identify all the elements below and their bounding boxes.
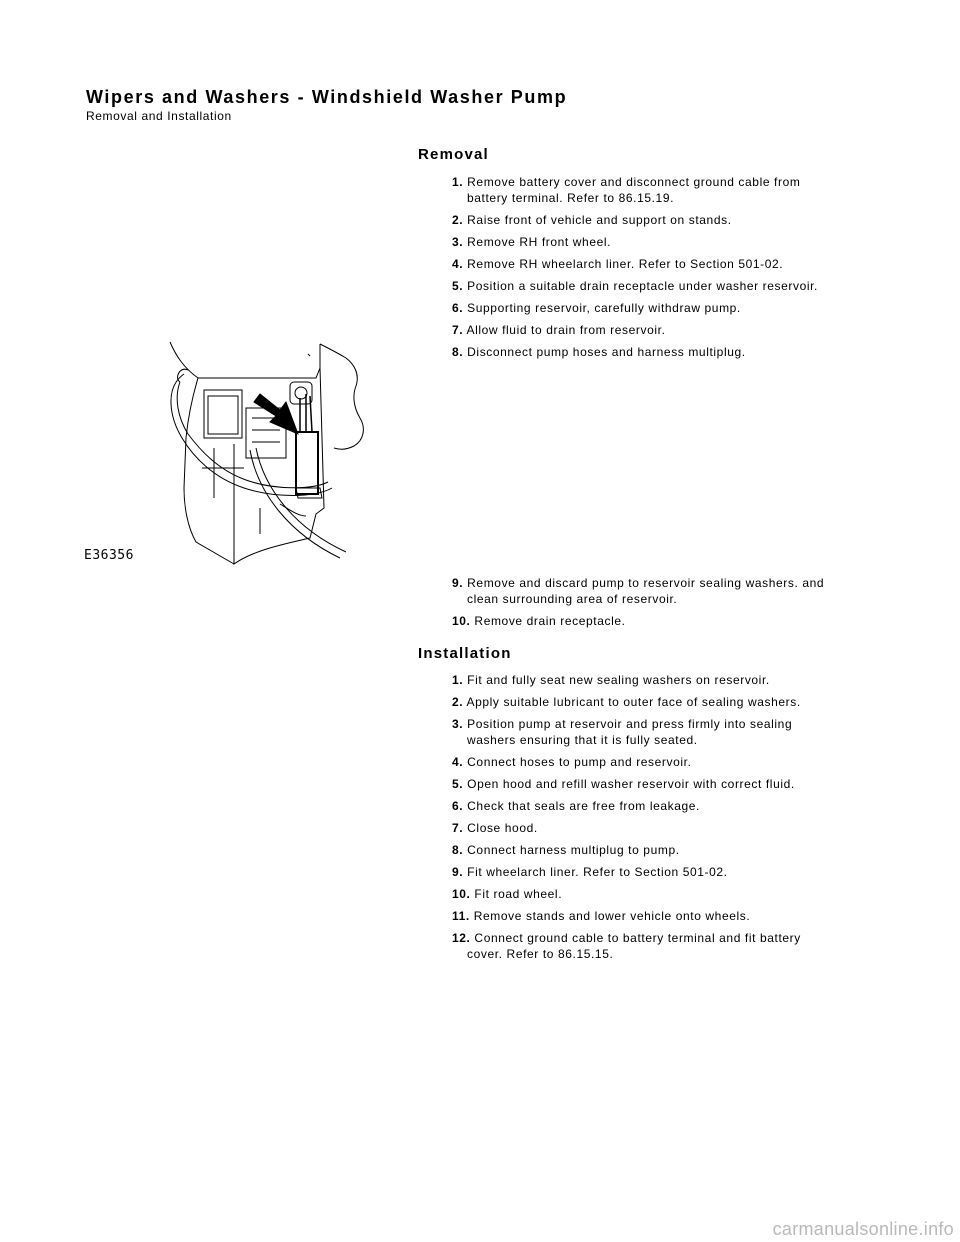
installation-step: 4. Connect hoses to pump and reservoir. bbox=[452, 755, 692, 769]
removal-step: 4. Remove RH wheelarch liner. Refer to Section 501-02. bbox=[452, 257, 784, 271]
page-header bbox=[86, 86, 567, 123]
removal-heading: Removal bbox=[418, 146, 489, 163]
removal-step: 9. Remove and discard pump to reservoir sealing washers. and clean surrounding area of reservoir. bbox=[452, 576, 825, 606]
installation-heading: Installation bbox=[418, 645, 512, 662]
figure-label: E36356 bbox=[84, 548, 134, 563]
installation-step: 1. Fit and fully seat new sealing washers on reservoir. bbox=[452, 673, 770, 687]
removal-step: 8. Disconnect pump hoses and harness multiplug. bbox=[452, 345, 746, 359]
removal-step: 3. Remove RH front wheel. bbox=[452, 235, 612, 249]
installation-step: 5. Open hood and refill washer reservoir with correct fluid. bbox=[452, 777, 795, 791]
washer-pump-illustration bbox=[84, 338, 384, 568]
removal-step: 7. Allow fluid to drain from reservoir. bbox=[452, 323, 666, 337]
installation-step: 9. Fit wheelarch liner. Refer to Section 501-02. bbox=[452, 865, 728, 879]
installation-step: 8. Connect harness multiplug to pump. bbox=[452, 843, 680, 857]
removal-step: 10. Remove drain receptacle. bbox=[452, 614, 626, 628]
installation-step: 11. Remove stands and lower vehicle onto wheels. bbox=[452, 909, 751, 923]
installation-step: 7. Close hood. bbox=[452, 821, 538, 835]
installation-step: 2. Apply suitable lubricant to outer face of sealing washers. bbox=[452, 695, 801, 709]
installation-step: 3. Position pump at reservoir and press firmly into sealing washers ensuring that it is fully seated. bbox=[452, 717, 793, 747]
watermark: carmanualsonline.info bbox=[772, 1219, 954, 1239]
removal-step: 1. Remove battery cover and disconnect ground cable from battery terminal. Refer to 86.15.19. bbox=[452, 175, 801, 205]
installation-steps bbox=[452, 672, 892, 968]
installation-step: 12. Connect ground cable to battery terminal and fit battery cover. Refer to 86.15.15. bbox=[452, 931, 801, 961]
removal-step: 6. Supporting reservoir, carefully withdraw pump. bbox=[452, 301, 741, 315]
removal-step: 5. Position a suitable drain receptacle under washer reservoir. bbox=[452, 279, 818, 293]
page-title: Wipers and Washers - Windshield Washer Pump bbox=[86, 87, 568, 107]
installation-step: 6. Check that seals are free from leakage. bbox=[452, 799, 700, 813]
installation-step: 10. Fit road wheel. bbox=[452, 887, 563, 901]
removal-steps-9-10 bbox=[452, 575, 892, 635]
washer-pump-figure bbox=[84, 338, 384, 568]
removal-step: 2. Raise front of vehicle and support on stands. bbox=[452, 213, 732, 227]
page-subtitle: Removal and Installation bbox=[86, 109, 232, 123]
removal-steps-1-8 bbox=[452, 174, 892, 366]
